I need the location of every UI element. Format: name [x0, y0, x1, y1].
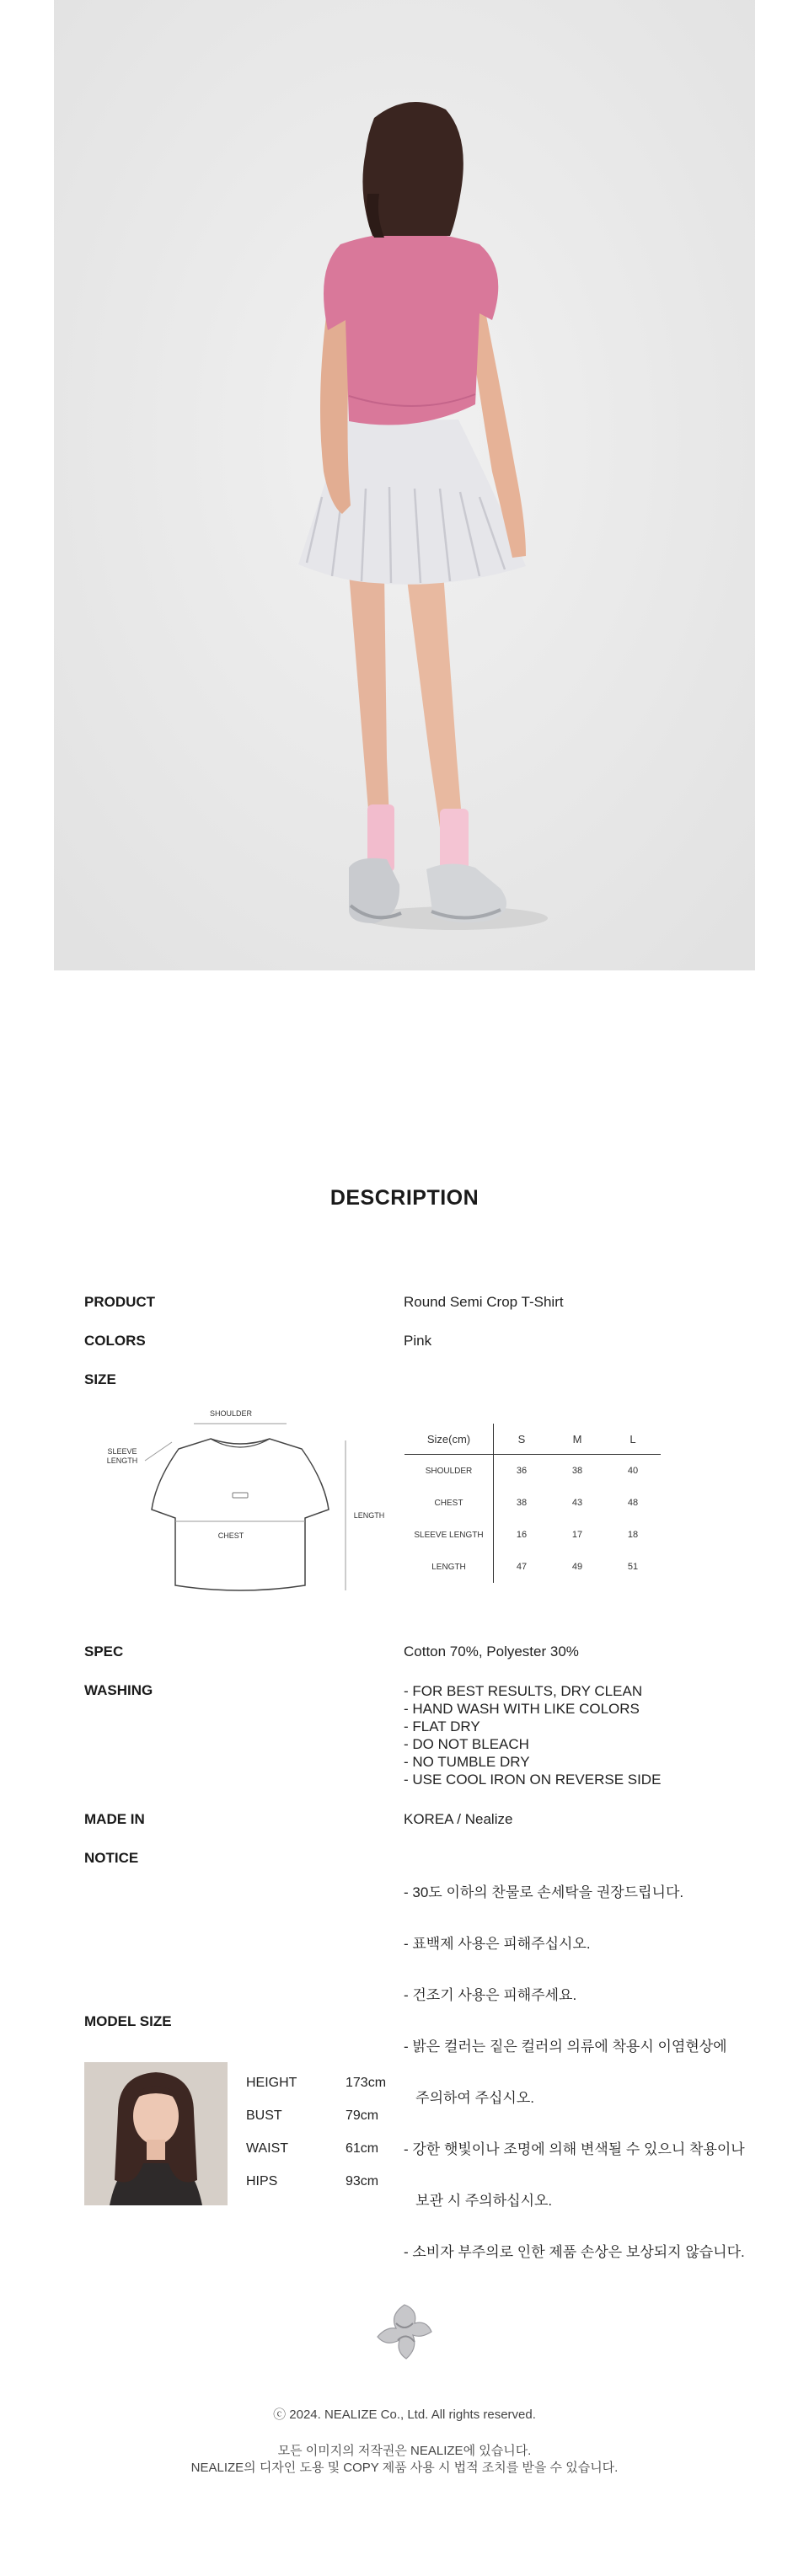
model-size-label: MODEL SIZE — [84, 2013, 172, 2029]
size-table-cell: 49 — [571, 1562, 583, 1572]
size-table-cell: 47 — [516, 1562, 528, 1572]
diagram-length-label: LENGTH — [353, 1511, 385, 1520]
table-row — [404, 1551, 661, 1583]
description-title: DESCRIPTION — [329, 1186, 480, 1210]
size-label: SIZE — [84, 1371, 116, 1387]
spec-value: Cotton 70%, Polyester 30% — [404, 1643, 579, 1659]
model-portrait-illustration — [84, 2062, 228, 2205]
list-item: - 강한 햇빛이나 조명에 의해 변색될 수 있으니 착용이나 — [404, 2141, 745, 2157]
size-table-header: S — [494, 1424, 550, 1455]
size-table-cell: CHEST — [404, 1487, 494, 1519]
list-item: - 건조기 사용은 피해주세요. — [404, 1987, 577, 2003]
colors-value: Pink — [404, 1333, 432, 1349]
size-table-header: M — [549, 1424, 605, 1455]
size-table-cell: 38 — [516, 1498, 528, 1508]
list-item: - NO TUMBLE DRY — [404, 1754, 530, 1770]
size-table-cell: 51 — [627, 1562, 639, 1572]
stat-value: 79cm — [346, 2108, 379, 2123]
washing-list — [404, 1682, 661, 1788]
model-back-view-illustration — [54, 0, 755, 970]
size-table-cell: LENGTH — [404, 1551, 494, 1583]
stat-value: 61cm — [346, 2141, 379, 2156]
size-table-cell: 36 — [516, 1466, 528, 1476]
list-item: - HAND WASH WITH LIKE COLORS — [404, 1701, 640, 1717]
footer-notice-line-2: NEALIZE의 디자인 도용 및 COPY 제품 사용 시 법적 조치를 받을 수 있습니다. — [190, 2461, 619, 2475]
size-diagram — [84, 1405, 404, 1599]
list-item: - 30도 이하의 찬물로 손세탁을 권장드립니다. — [404, 1884, 684, 1900]
product-label: PRODUCT — [84, 1294, 156, 1310]
size-table-header: Size(cm) — [404, 1424, 494, 1455]
list-item: - DO NOT BLEACH — [404, 1736, 529, 1752]
stat-label: HIPS — [246, 2174, 278, 2189]
list-item: - USE COOL IRON ON REVERSE SIDE — [404, 1772, 662, 1788]
size-table-cell: 40 — [627, 1466, 639, 1476]
size-table-cell: 43 — [571, 1498, 583, 1508]
colors-label: COLORS — [84, 1333, 146, 1349]
size-table-header-row — [404, 1424, 661, 1455]
list-item: 주의하여 주십시오. — [404, 2090, 534, 2106]
made-in-label: MADE IN — [84, 1811, 145, 1827]
table-row — [404, 1519, 661, 1551]
diagram-shoulder-label: SHOULDER — [209, 1409, 253, 1418]
list-item: - 밝은 컬러는 짙은 컬러의 의류에 착용시 이염현상에 — [404, 2039, 727, 2055]
size-table-cell: 17 — [571, 1530, 583, 1540]
list-item: - 표백제 사용은 피해주십시오. — [404, 1936, 591, 1952]
made-in-value: KOREA / Nealize — [404, 1811, 513, 1827]
notice-label: NOTICE — [84, 1850, 139, 1866]
spec-label: SPEC — [84, 1643, 124, 1659]
table-row — [404, 1455, 661, 1488]
diagram-sleeve-label-1: SLEEVE — [107, 1447, 137, 1456]
stat-value: 93cm — [346, 2174, 379, 2189]
stat-label: HEIGHT — [246, 2076, 297, 2090]
diagram-chest-label: CHEST — [217, 1531, 244, 1540]
list-item: - FLAT DRY — [404, 1718, 480, 1734]
notice-list — [404, 1850, 745, 2278]
list-item: 보관 시 주의하십시오. — [404, 2193, 553, 2209]
table-row — [404, 1487, 661, 1519]
washing-label: WASHING — [84, 1682, 153, 1698]
footer-copyright: ⓒ 2024. NEALIZE Co., Ltd. All rights reserved. — [273, 2408, 536, 2422]
stat-label: BUST — [246, 2108, 282, 2123]
product-photo — [54, 0, 755, 970]
stat-value: 173cm — [346, 2076, 387, 2090]
size-table-cell: SLEEVE LENGTH — [404, 1519, 494, 1551]
size-table-cell: 18 — [627, 1530, 639, 1540]
size-table-cell: 16 — [516, 1530, 528, 1540]
size-table-cell: 38 — [571, 1466, 583, 1476]
footer-notice-line-1: 모든 이미지의 저작권은 NEALIZE에 있습니다. — [277, 2444, 532, 2458]
size-table-cell: SHOULDER — [404, 1455, 494, 1488]
diagram-sleeve-label-2: LENGTH — [106, 1456, 138, 1465]
size-table-cell: 48 — [627, 1498, 639, 1508]
list-item: - FOR BEST RESULTS, DRY CLEAN — [404, 1683, 643, 1699]
stat-label: WAIST — [246, 2141, 289, 2156]
list-item: - 소비자 부주의로 인한 제품 손상은 보상되지 않습니다. — [404, 2244, 745, 2260]
model-portrait — [84, 2062, 228, 2205]
brand-logo-icon — [371, 2298, 438, 2365]
size-table — [404, 1424, 674, 1592]
tshirt-outline-icon — [84, 1405, 404, 1599]
product-value: Round Semi Crop T-Shirt — [404, 1294, 564, 1310]
size-table-header: L — [605, 1424, 661, 1455]
